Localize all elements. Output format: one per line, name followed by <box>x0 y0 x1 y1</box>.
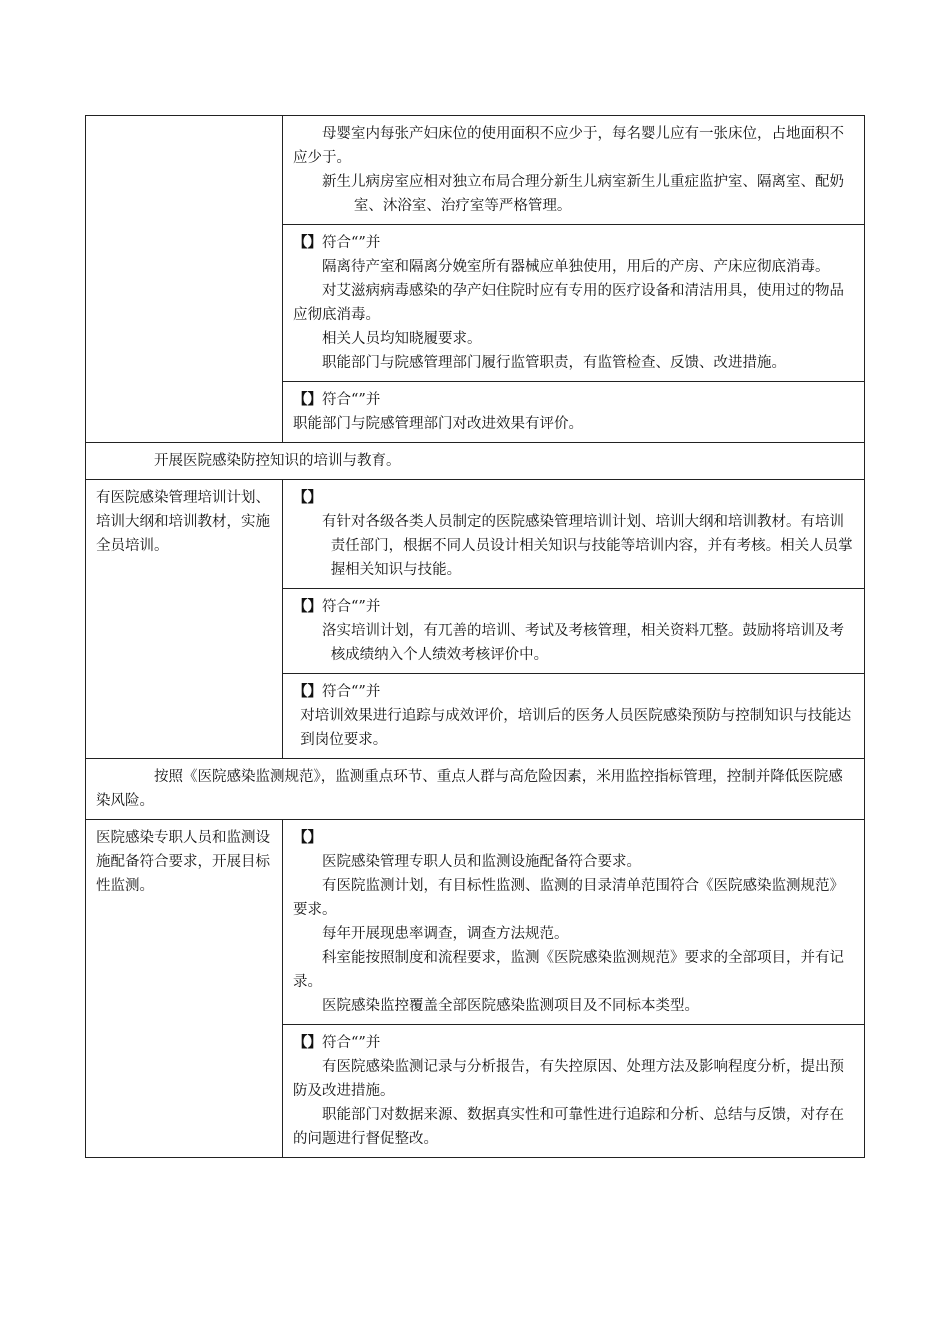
grade-mark: 【】 <box>293 598 322 615</box>
grade-heading <box>293 595 856 619</box>
right-cell <box>283 674 865 759</box>
grade-heading <box>293 486 856 510</box>
section-text: 按照《医院感染监测规范》，监测重点环节、重点人群与高危险因素，米用监控指标管理，控制并降低医院感染风险。 <box>96 769 843 809</box>
grade-heading <box>293 826 856 850</box>
grade-heading-text: 符合“”并 <box>322 1035 381 1051</box>
paragraph: 医院感染监控覆盖全部医院感染监测项目及不同标本类型。 <box>322 998 699 1014</box>
paragraph: 相关人员均知晓履要求。 <box>322 331 482 347</box>
grade-mark: 【】 <box>293 489 322 506</box>
left-cell: 有医院感染管理培训计划、培训大纲和培训教材，实施全员培训。 <box>86 480 283 759</box>
paragraph: 医院感染管理专职人员和监测设施配备符合要求。 <box>322 854 641 870</box>
right-cell <box>283 480 865 589</box>
paragraph: 对艾滋病病毒感染的孕产妇住院时应有专用的医疗设备和清洁用具，使用过的物品应彻底消毒。 <box>293 283 844 323</box>
left-cell-empty <box>86 116 283 443</box>
paragraph: 有针对各级各类人员制定的医院感染管理培训计划、培训大纲和培训教材。有培训责任部门，根据不同人员设计相关知识与技能等培训内容，并有考核。相关人员掌握相关知识与技能。 <box>322 514 853 578</box>
paragraph: 隔离待产室和隔离分娩室所有器械应单独使用，用后的产房、产床应彻底消毒。 <box>322 259 830 275</box>
grade-heading <box>293 680 856 704</box>
grade-heading <box>293 388 856 412</box>
paragraph: 职能部门与院感管理部门履行监管职责，有监管检查、反馈、改进措施。 <box>322 355 786 371</box>
document-page <box>85 115 865 1158</box>
grade-heading-text: 符合“”并 <box>322 392 381 408</box>
grade-mark: 【】 <box>293 683 322 700</box>
section-row <box>86 443 865 480</box>
grade-heading-text: 符合“”并 <box>322 235 381 251</box>
right-cell <box>283 820 865 1025</box>
table-row <box>86 116 865 225</box>
paragraph: 新生儿病房室应相对独立布局合理分新生儿病室新生儿重症监护室、隔离室、配奶室、沐浴室、治疗室等严格管理。 <box>322 174 844 214</box>
paragraph: 每年开展现患率调查，调查方法规范。 <box>322 926 569 942</box>
paragraph: 有医院监测计划，有目标性监测、监测的目录清单范围符合《医院感染监测规范》要求。 <box>293 878 844 918</box>
section-row <box>86 759 865 820</box>
grade-mark: 【】 <box>293 234 322 251</box>
right-cell <box>283 225 865 382</box>
right-cell <box>283 589 865 674</box>
section-text: 开展医院感染防控知识的培训与教育。 <box>154 453 401 469</box>
paragraph: 职能部门与院感管理部门对改进效果有评价。 <box>293 416 583 432</box>
section-heading <box>86 759 865 820</box>
grade-heading-text: 符合“”并 <box>322 684 381 700</box>
paragraph: 职能部门对数据来源、数据真实性和可靠性进行追踪和分析、总结与反馈，对存在的问题进行督促整改。 <box>293 1107 844 1147</box>
table-row <box>86 480 865 589</box>
grade-heading-text: 符合“”并 <box>322 599 381 615</box>
right-cell <box>283 1025 865 1158</box>
grade-mark: 【】 <box>293 391 322 408</box>
grade-mark: 【】 <box>293 1034 322 1051</box>
grade-heading <box>293 231 856 255</box>
section-heading <box>86 443 865 480</box>
table-row <box>86 820 865 1025</box>
left-cell: 医院感染专职人员和监测设施配备符合要求，开展目标性监测。 <box>86 820 283 1158</box>
paragraph: 有医院感染监测记录与分析报告，有失控原因、处理方法及影响程度分析，提出预防及改进措施。 <box>293 1059 844 1099</box>
right-cell <box>283 382 865 443</box>
paragraph: 洛实培训计划，有兀善的培训、考试及考核管理，相关资料兀整。鼓励将培训及考核成绩纳入个人绩效考核评价中。 <box>322 623 844 663</box>
grade-heading <box>293 1031 856 1055</box>
right-cell <box>283 116 865 225</box>
paragraph: 母婴室内每张产妇床位的使用面积不应少于，每名婴儿应有一张床位，占地面积不应少于。 <box>293 126 844 166</box>
criteria-table <box>85 115 865 1158</box>
paragraph: 科室能按照制度和流程要求，监测《医院感染监测规范》要求的全部项目，并有记录。 <box>293 950 844 990</box>
paragraph: 对培训效果进行追踪与成效评价，培训后的医务人员医院感染预防与控制知识与技能达到岗位要求。 <box>300 708 852 748</box>
grade-mark: 【】 <box>293 829 322 846</box>
